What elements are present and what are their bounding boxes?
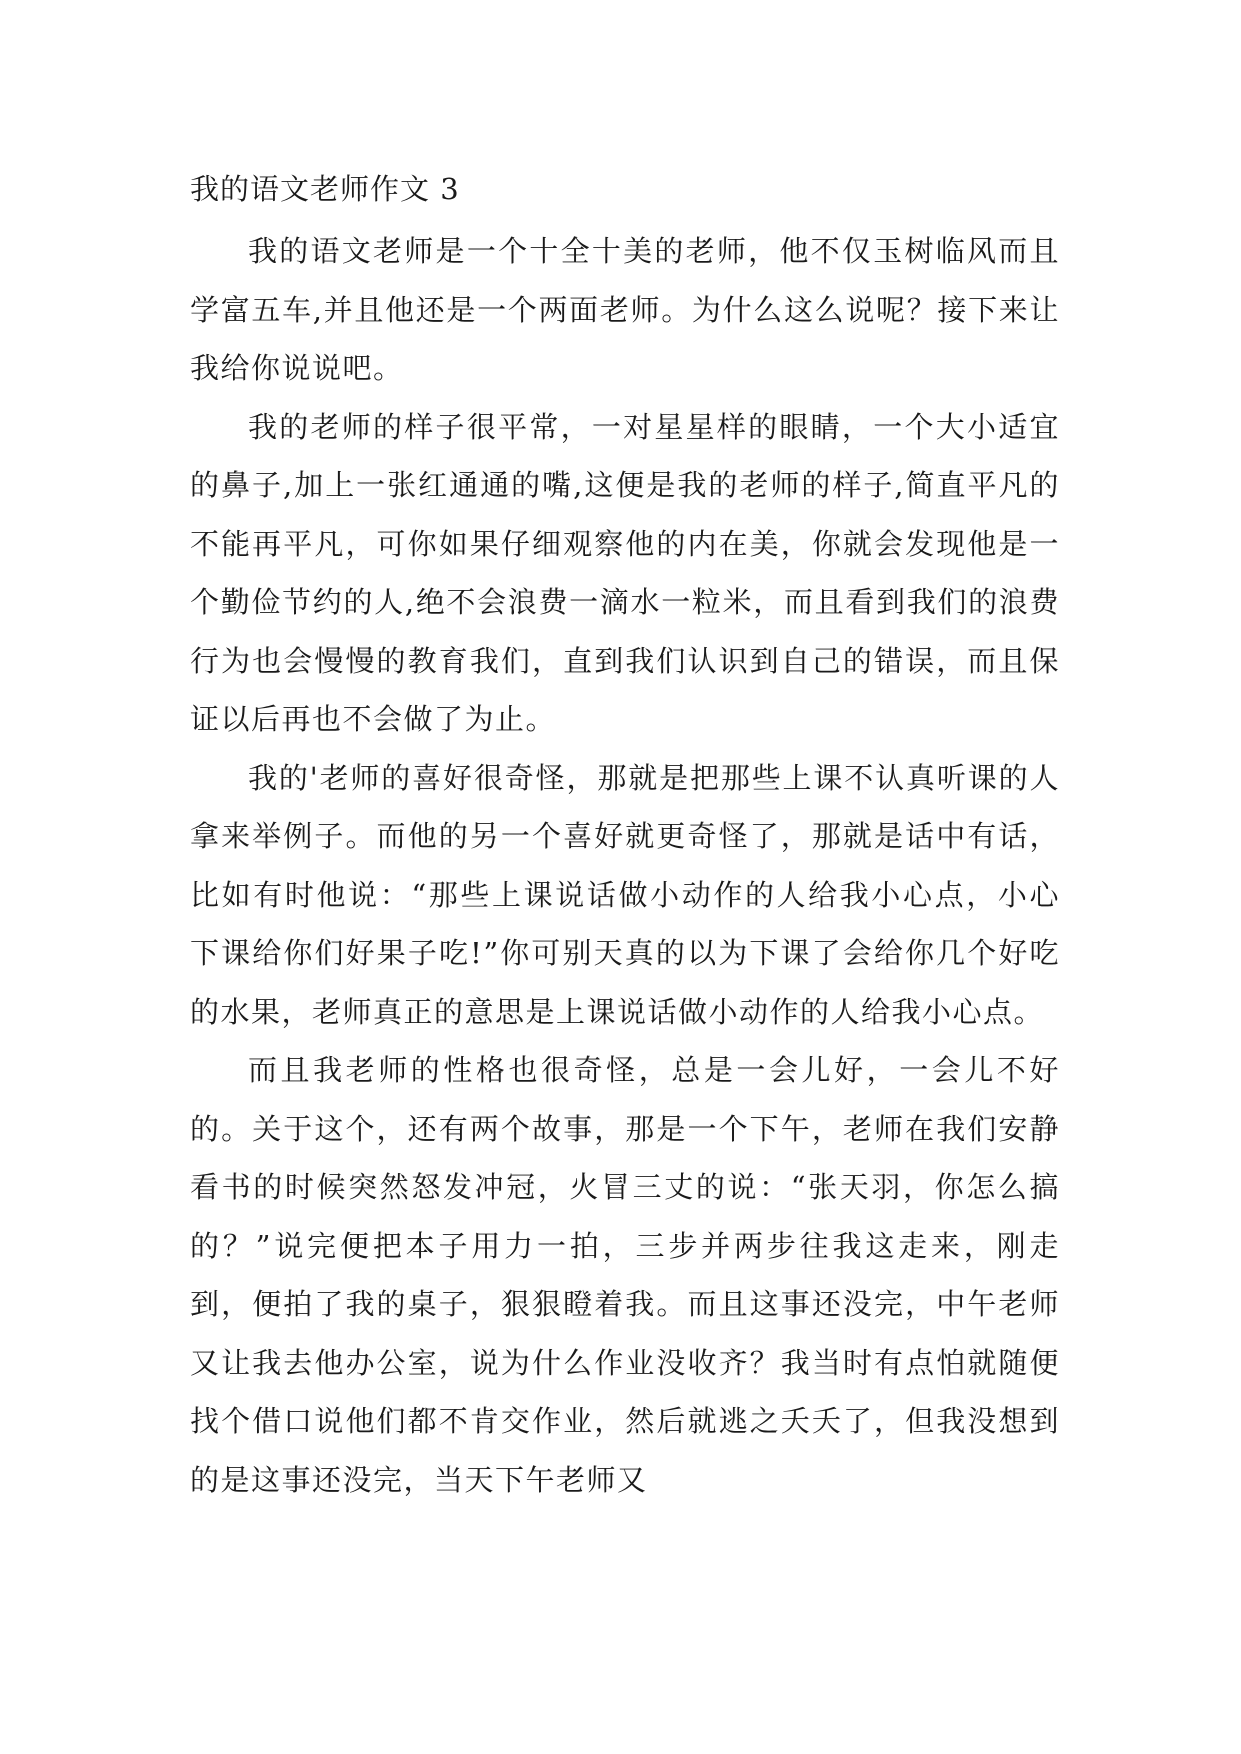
paragraph-1: 我的语文老师是一个十全十美的老师，他不仅玉树临风而且学富五车,并且他还是一个两面老师。为什么这么说呢？接下来让我给你说说吧。 (190, 234, 1060, 385)
document-title: 我的语文老师作文 3 (190, 172, 460, 206)
paragraph-2: 我的老师的样子很平常，一对星星样的眼睛，一个大小适宜的鼻子,加上一张红通通的嘴,这便是我的老师的样子,简直平凡的不能再平凡，可你如果仔细观察他的内在美，你就会发现他是一个勤俭节约的人,绝不会浪费一滴水一粒米，而且看到我们的浪费行为也会慢慢的教育我们，直到我们认识到自己的错误，而且保证以后再也不会做了为止。 (190, 409, 1060, 736)
paragraph-4: 而且我老师的性格也很奇怪，总是一会儿好，一会儿不好的。关于这个，还有两个故事，那是一个下午，老师在我们安静看书的时候突然怒发冲冠，火冒三丈的说：“张天羽，你怎么搞的？”说完便把本子用力一拍，三步并两步往我这走来，刚走到，便拍了我的桌子，狠狠瞪着我。而且这事还没完，中午老师又让我去他办公室，说为什么作业没收齐？我当时有点怕就随便找个借口说他们都不肯交作业，然后就逃之夭夭了，但我没想到的是这事还没完，当天下午老师又 (190, 1053, 1060, 1497)
document-body (190, 160, 1060, 1509)
paragraph-3: 我的'老师的喜好很奇怪，那就是把那些上课不认真听课的人拿来举例子。而他的另一个喜好就更奇怪了，那就是话中有话，比如有时他说：“那些上课说话做小动作的人给我小心点，小心下课给你们好果子吃!”你可别天真的以为下课了会给你几个好吃的水果，老师真正的意思是上课说话做小动作的人给我小心点。 (190, 760, 1060, 1029)
